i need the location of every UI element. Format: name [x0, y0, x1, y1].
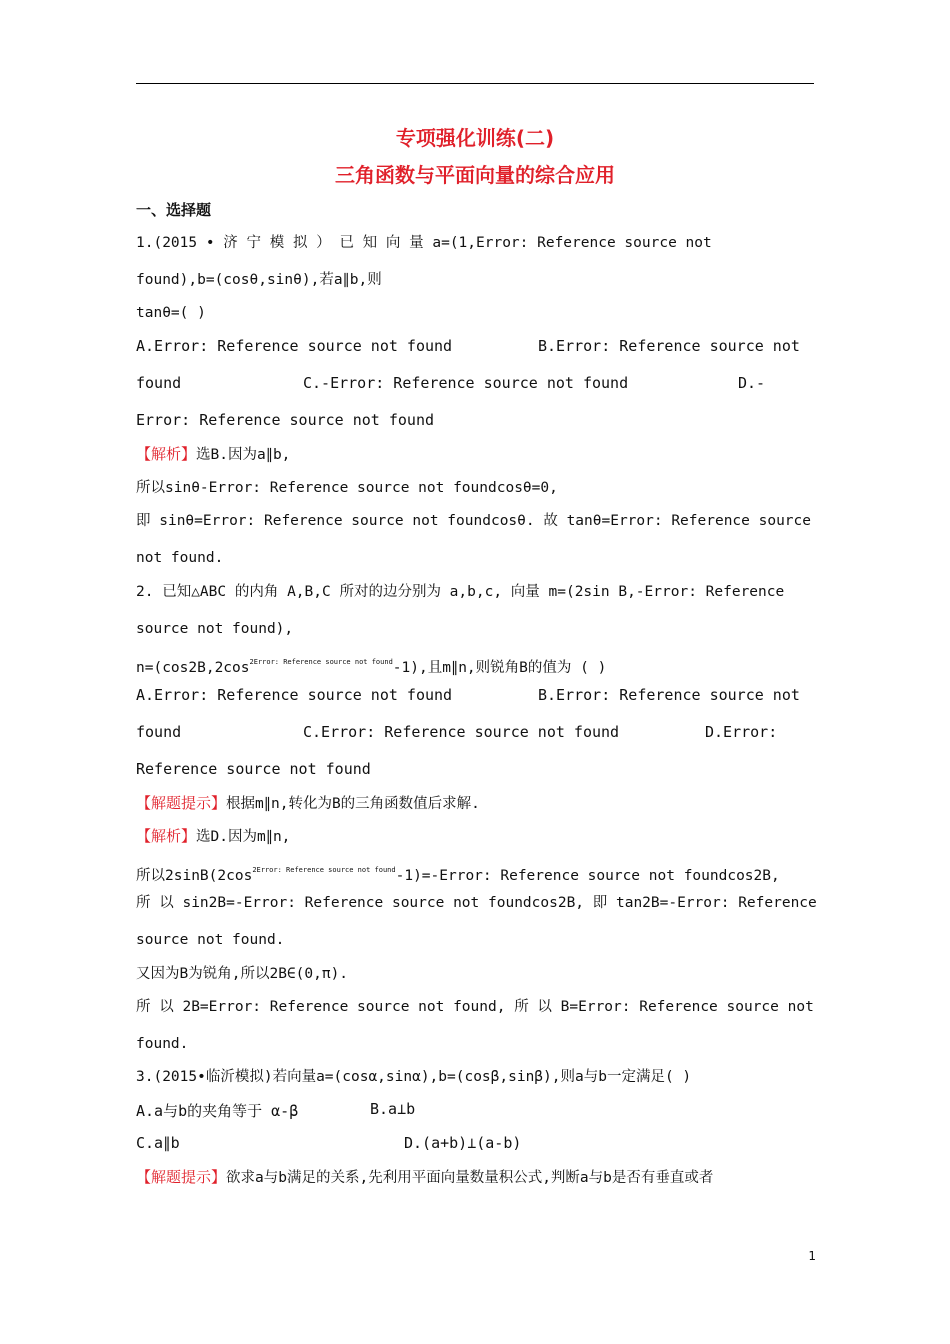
page-number: 1: [808, 1249, 816, 1263]
q1-line2: found),b=(cosθ,sinθ),若a∥b,则: [136, 272, 382, 288]
q1-line3: tanθ=( ): [136, 305, 206, 321]
q2-line3-start: n=(cos2B,2cos: [136, 660, 250, 676]
q2-line1: 2. 已知△ABC 的内角 A,B,C 所对的边分别为 a,b,c, 向量 m=(2sin B,-Error: Reference: [136, 584, 785, 600]
q2-ans2-superscript: 2Error: Reference source not found: [252, 866, 396, 874]
analysis-tag: 【解析】: [136, 445, 197, 463]
q1-option-c: C.-Error: Reference source not found: [303, 374, 629, 392]
q2-option-b-cont: found: [136, 723, 182, 741]
q2-answer-line4: source not found.: [136, 932, 285, 948]
hint-tag: 【解题提示】: [136, 1168, 227, 1186]
q1-answer-text: 选B.因为a∥b,: [196, 447, 291, 463]
q2-line3-end: -1),且m∥n,则锐角B的值为 ( ): [392, 660, 607, 676]
q1-option-a: A.Error: Reference source not found: [136, 337, 453, 355]
q2-hint-line: [136, 793, 814, 814]
q3-hint-text: 欲求a与b满足的关系,先利用平面向量数量积公式,判断a与b是否有垂直或者: [226, 1170, 714, 1186]
q2-option-c: C.Error: Reference source not found: [303, 723, 620, 741]
q2-answer-line2: [136, 860, 814, 886]
q3-option-b: B.a⊥b: [370, 1100, 416, 1118]
q2-answer-line7: found.: [136, 1036, 189, 1052]
q1-answer-line3: 即 sinθ=Error: Reference source not foundcosθ. 故 tanθ=Error: Reference source: [136, 513, 812, 529]
q2-superscript: 2Error: Reference source not found: [249, 658, 393, 666]
q2-ans2-end: -1)=-Error: Reference source not foundcos2B,: [395, 868, 780, 884]
q1-answer-line4: not found.: [136, 550, 224, 566]
q2-ans2-start: 所以2sinB(2cos: [136, 868, 253, 884]
q3-line1: 3.(2015•临沂模拟)若向量a=(cosα,sinα),b=(cosβ,sinβ),则a与b一定满足( ): [136, 1069, 692, 1085]
q2-answer-text: 选D.因为m∥n,: [196, 829, 291, 845]
q2-answer-line6: 所 以 2B=Error: Reference source not found, 所 以 B=Error: Reference source not: [136, 999, 814, 1015]
q2-option-d-cont: Reference source not found: [136, 760, 371, 778]
q2-hint-text: 根据m∥n,转化为B的三角函数值后求解.: [226, 796, 480, 812]
q2-option-d: D.Error:: [705, 723, 778, 741]
header-rule: [136, 83, 814, 84]
q2-answer-line3: 所 以 sin2B=-Error: Reference source not foundcos2B, 即 tan2B=-Error: Reference: [136, 895, 817, 911]
q3-option-a: A.a与b的夹角等于 α-β: [136, 1102, 299, 1120]
q2-option-a: A.Error: Reference source not found: [136, 686, 453, 704]
q2-option-b: B.Error: Reference source not: [538, 686, 800, 704]
q2-answer-line1: [136, 826, 814, 847]
analysis-tag: 【解析】: [136, 827, 197, 845]
document-subtitle: 三角函数与平面向量的综合应用: [335, 163, 615, 187]
q1-answer-line2: 所以sinθ-Error: Reference source not foundcosθ=0,: [136, 480, 558, 496]
q2-line2: source not found),: [136, 621, 294, 637]
q1-line1: 1.(2015 • 济 宁 模 拟 ） 已 知 向 量 a=(1,Error: Reference source not: [136, 235, 712, 251]
q3-hint-line: [136, 1167, 814, 1188]
hint-tag: 【解题提示】: [136, 794, 227, 812]
q1-option-d-cont: Error: Reference source not found: [136, 411, 435, 429]
q2-answer-line5: 又因为B为锐角,所以2B∈(0,π).: [136, 966, 349, 982]
q3-option-c: C.a∥b: [136, 1134, 180, 1152]
q2-line3: [136, 652, 814, 678]
q1-option-b: B.Error: Reference source not: [538, 337, 800, 355]
q1-option-b-cont: found: [136, 374, 182, 392]
document-title: 专项强化训练(二): [395, 126, 555, 150]
section-heading: 一、选择题: [136, 201, 212, 219]
q3-option-d: D.(a+b)⊥(a-b): [404, 1134, 522, 1152]
q1-option-d: D.-: [738, 374, 766, 392]
q1-answer-line1: [136, 444, 814, 465]
